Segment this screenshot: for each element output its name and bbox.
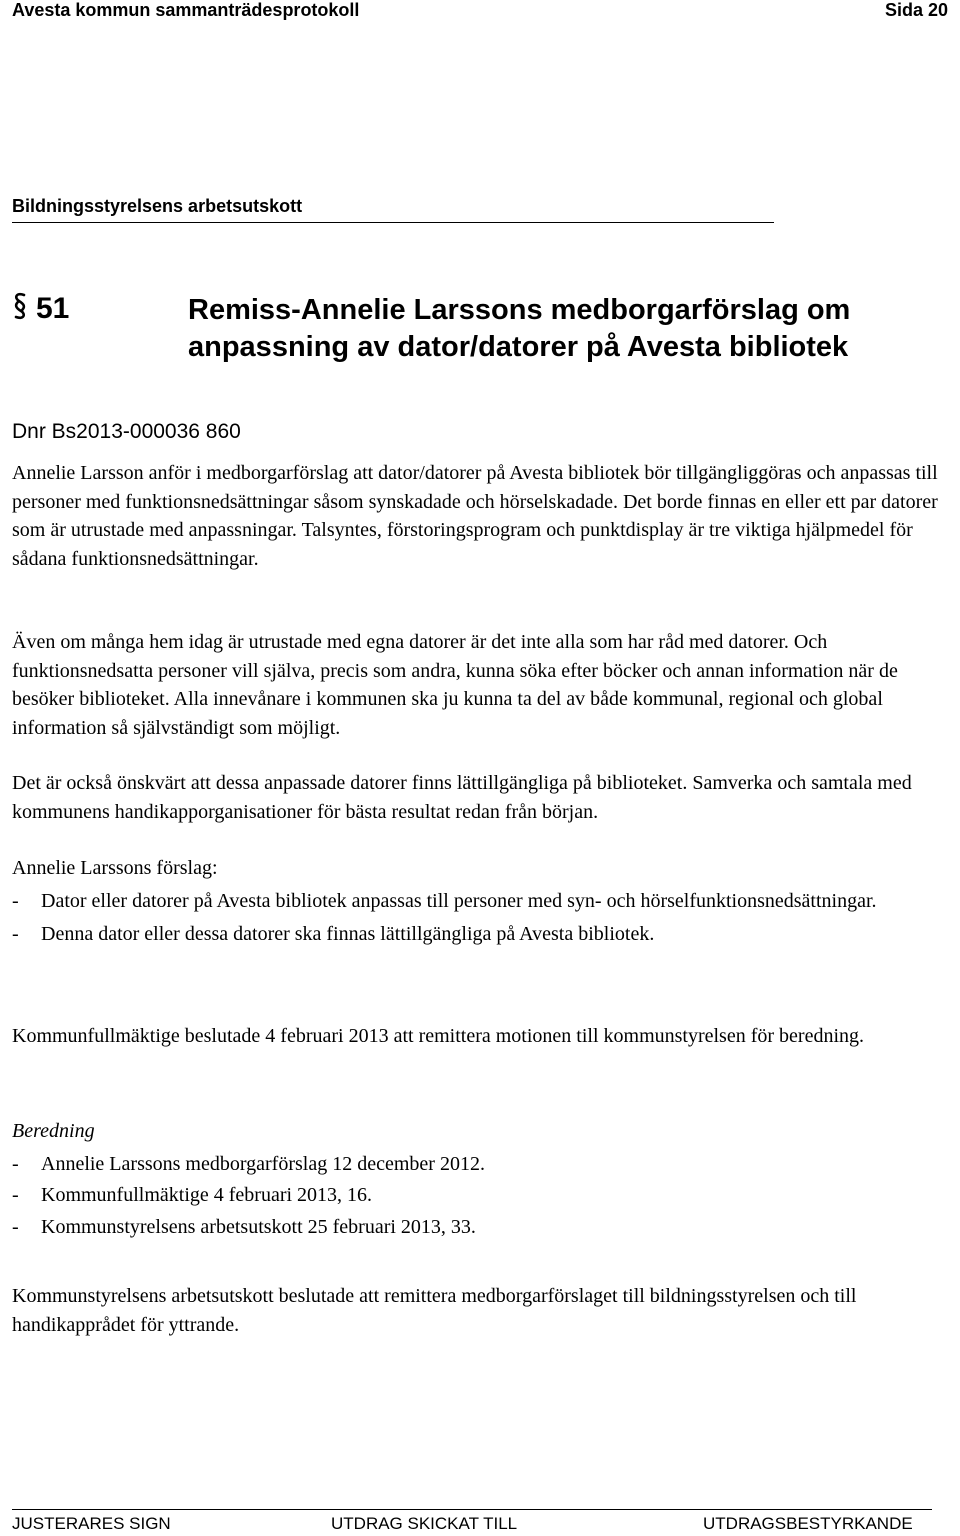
- list-item: - Annelie Larssons medborgarförslag 12 december 2012.: [12, 1150, 942, 1179]
- list-item: [12, 1213, 942, 1242]
- paragraph-intro: [12, 459, 942, 573]
- list-item: - Denna dator eller dessa datorer ska finnas lättillgängliga på Avesta bibliotek.: [12, 920, 942, 949]
- section-sign-icon: [12, 292, 28, 320]
- paragraph-number-value: 51: [36, 292, 70, 325]
- paragraph-argument: [12, 628, 942, 742]
- paragraph-text: Annelie Larsson anför i medborgarförslag att dator/datorer på Avesta bibliotek bör tillgängliggöras och anpassas till personer med funktionsnedsättningar såsom synskadade och hörselskadade. Det borde finnas en eller ett par datorer som är utrustade med anpassningar. Talsyntes, förstoringsprogram och punktdisplay är tre viktiga hjälpmedel för sådana funktionsnedsättningar.: [12, 462, 938, 570]
- proposal-list: [12, 887, 942, 949]
- committee-underline: [12, 222, 774, 223]
- paragraph-text: Det är också önskvärt att dessa anpassade datorer finns lättillgängliga på biblioteket. Samverka och samtala med kommunens handikapporganisationer för bästa resultat redan från början.: [12, 772, 912, 823]
- beredning-section: [12, 1117, 942, 1241]
- list-item-text: Kommunstyrelsens arbetsutskott 25 februari 2013, 33.: [41, 1215, 476, 1238]
- beredning-list: [12, 1150, 942, 1242]
- paragraph-remiss: [12, 1282, 942, 1339]
- document-title: Avesta kommun sammanträdesprotokoll: [12, 0, 360, 20]
- paragraph-text: Även om många hem idag är utrustade med egna datorer är det inte alla som har råd med datorer. Och funktionsnedsatta personer vill själva, precis som andra, kunna söka efter böcker och annan information när de besöker biblioteket. Alla innevånare i kommunen ska ju kunna ta del av både kommunal, regional och global information så självständigt som möjligt.: [12, 631, 898, 739]
- list-item: - Dator eller datorer på Avesta bibliotek anpassas till personer med syn- och hörselfunktionsnedsättningar.: [12, 887, 942, 916]
- dnr-number: Dnr Bs2013-000036 860: [12, 420, 241, 443]
- paragraph-text: Kommunstyrelsens arbetsutskott beslutade att remittera medborgarförslaget till bildningsstyrelsen och till handikapprådet för yttrande.: [12, 1285, 857, 1336]
- list-item-text: Kommunfullmäktige 4 februari 2013, 16.: [41, 1184, 373, 1206]
- committee-name: Bildningsstyrelsens arbetsutskott: [12, 196, 303, 216]
- footer-utdragsbestyrkande: UTDRAGSBESTYRKANDE: [703, 1514, 913, 1533]
- proposal-heading: Annelie Larssons förslag:: [12, 857, 218, 879]
- paragraph-number: [12, 292, 69, 326]
- footer-utdrag-skickat: UTDRAG SKICKAT TILL: [331, 1514, 518, 1533]
- beredning-heading: Beredning: [12, 1120, 95, 1142]
- page-number: Sida 20: [884, 0, 948, 20]
- paragraph-cooperation: [12, 769, 942, 826]
- page-header: [12, 0, 948, 26]
- page-title: Remiss-Annelie Larssons medborgarförslag om anpassning av dator/datorer på Avesta bibliotek: [188, 294, 851, 363]
- paragraph-decision: [12, 1022, 942, 1051]
- proposal-section: [12, 854, 942, 949]
- paragraph-text: Kommunfullmäktige beslutade 4 februari 2013 att remittera motionen till kommunstyrelsen för beredning.: [12, 1025, 865, 1047]
- list-item: [12, 1181, 942, 1210]
- footer-justerares-sign: JUSTERARES SIGN: [12, 1514, 171, 1533]
- footer-rule: [12, 1509, 932, 1510]
